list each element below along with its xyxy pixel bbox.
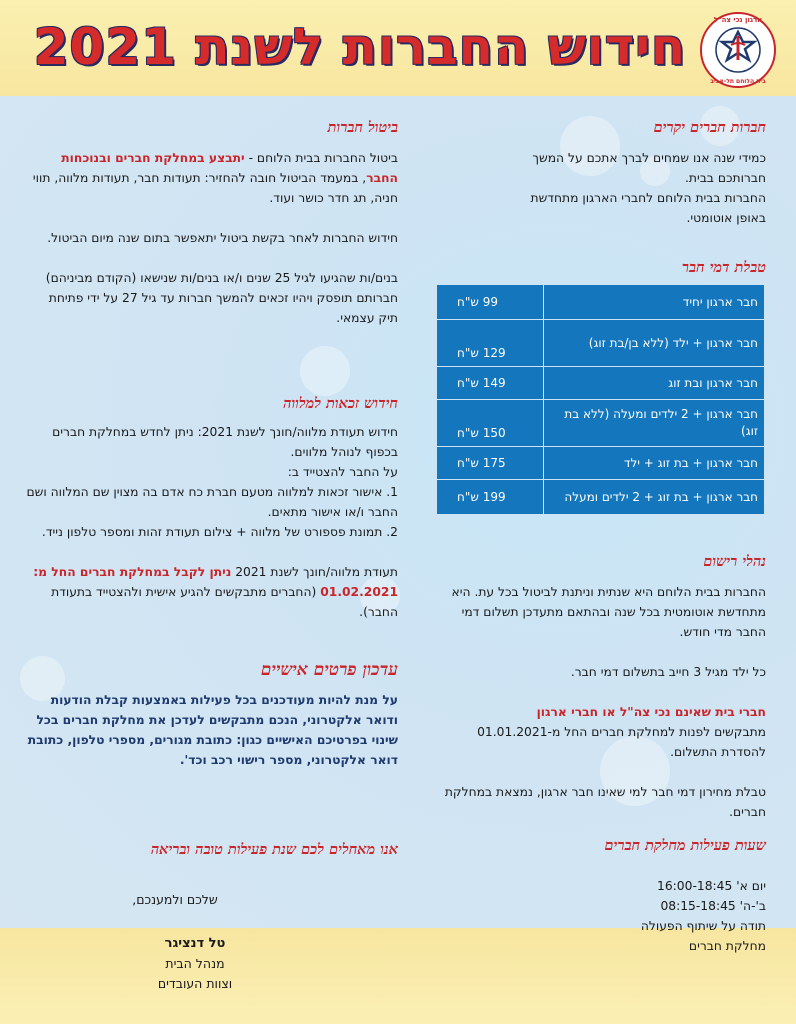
update-heading: עדכון פרטים אישיים: [260, 660, 398, 680]
fee-desc: חבר ארגון + בת זוג + ילד: [544, 447, 765, 480]
update-text: על מנת להיות מעודכנים בכל פעילות באמצעות קבלת הודעות ודואר אלקטרוני, הנכם מתבקשים לעדכן את מחלקת חברים בכל שינוי בפרטיכם האישיים כגון: כתובת מגורים, מספרי טלפון, כתובת דואר אלקטרוני, מספר רישוי רכב וכד'.: [27, 693, 398, 767]
fee-price: 129 ש"ח: [437, 320, 544, 367]
escort-p5-a: תעודת מלווה/חונך לשנת 2021: [231, 565, 398, 579]
escort-heading: חידוש זכאות למלווה: [283, 395, 398, 412]
signer-team: וצוות העובדים: [157, 976, 233, 991]
escort-p3: 1. אישור זכאות למלווה מטעם חברת כח אדם בה מצוין שם המלווה ושם החבר ו/או אישור מתאים.: [26, 485, 398, 519]
hours-section: [430, 836, 766, 956]
organization-logo: [700, 12, 776, 88]
fees-row: [437, 367, 765, 400]
dear-members-section: [430, 118, 766, 228]
dear-members-line: כמידי שנה אנו שמחים לברך אתכם על המשך: [532, 151, 766, 165]
fee-desc: חבר ארגון + ילד (ללא בן/בת זוג): [544, 320, 765, 367]
hours-line: תודה על שיתוף הפעולה: [640, 919, 766, 933]
registration-p3-highlight: חברי בית שאינם נכי צה"ל או חברי ארגון: [536, 705, 766, 719]
hours-heading: שעות פעילות מחלקת חברים: [604, 837, 766, 854]
registration-section: [430, 552, 766, 822]
signer-title: מנהל הבית: [165, 956, 225, 971]
hours-line: ב'-ה' 08:15-18:45: [660, 899, 766, 913]
cancel-p1-highlight: יתבצע במחלקת חברים ובנוכחות החבר: [61, 151, 398, 185]
fees-heading: טבלת דמי חבר: [681, 259, 766, 276]
fees-row: [437, 320, 765, 367]
fees-table: [436, 284, 765, 515]
dear-members-line: החברות בבית הלוחם לחברי הארגון מתחדשת: [530, 191, 766, 205]
fee-price: 99 ש"ח: [437, 285, 544, 320]
logo-top-text: ארגון נכי צה"ל: [713, 16, 763, 24]
cancel-heading: ביטול חברות: [327, 119, 398, 136]
cancel-p1-a: ביטול החברות בבית הלוחם -: [244, 151, 398, 165]
signer-name: טל דנציגר: [164, 936, 226, 951]
hours-line: מחלקת חברים: [688, 939, 766, 953]
escort-p1: חידוש תעודת מלווה/חונך לשנת 2021: ניתן לחדש במחלקת חברים בכפוף לנוהל מלווים.: [52, 425, 398, 459]
fees-row: [437, 480, 765, 515]
fee-price: 199 ש"ח: [437, 480, 544, 515]
fee-desc: חבר ארגון + 2 ילדים ומעלה (ללא בת זוג): [544, 400, 765, 447]
escort-section: [26, 394, 398, 622]
escort-p5-highlight: ניתן לקבל במחלקת חברים החל מ: 01.02.2021: [33, 565, 398, 599]
cancel-p2: חידוש החברות לאחר בקשת ביטול יתאפשר בתום שנה מיום הביטול.: [47, 231, 398, 245]
fee-desc: חבר ארגון ובת זוג: [544, 367, 765, 400]
fee-desc: חבר ארגון יחיד: [544, 285, 765, 320]
update-section: [26, 660, 398, 770]
regards-text: שלכם ולמענכם,: [132, 892, 218, 907]
dear-members-line: חברותכם בבית.: [684, 171, 766, 185]
logo-bottom-text: בית הלוחם תל-אביב: [710, 78, 766, 85]
fee-price: 150 ש"ח: [437, 400, 544, 447]
wish-section: [26, 840, 398, 860]
fee-desc: חבר ארגון + בת זוג + 2 ילדים ומעלה: [544, 480, 765, 515]
hours-line: יום א' 16:00-18:45: [657, 879, 766, 893]
escort-p5-b: (החברים מתבקשים להגיע אישית ולהצטייד בתעודת החבר).: [51, 585, 398, 619]
cancel-section: [26, 118, 398, 328]
registration-p3: מתבקשים לפנות למחלקת חברים החל מ-01.01.2021 להסדרת התשלום.: [477, 725, 766, 759]
fee-price: 175 ש"ח: [437, 447, 544, 480]
cancel-p1-b: , במעמד הביטול חובה להחזיר: תעודות חבר, תעודות מלווה, תווי חניה, תג חדר כושר ועוד.: [32, 171, 398, 205]
cancel-p3: בנים/ות שהגיעו לגיל 25 שנים ו/או בנים/ות שנישאו (הקודם מביניהם) חברותם תופסק ויהיו זכאים להמשך חברות עד גיל 27 על ידי פתיחת תיק עצמאי.: [45, 271, 398, 325]
registration-p1: החברות בבית הלוחם היא שנתית וניתנת לביטול בכל עת. היא מתחדשת אוטומטית בכל שנה ובהתאם מתעדכן תשלום דמי החבר מדי חודש.: [451, 585, 766, 639]
fees-row: [437, 447, 765, 480]
fee-price: 149 ש"ח: [437, 367, 544, 400]
dear-members-line: באופן אוטומטי.: [686, 211, 766, 225]
escort-p4: 2. תמונת פספורט של מלווה + צילום תעודת זהות ומספר טלפון נייד.: [41, 525, 398, 539]
wish-text: אנו מאחלים לכם שנת פעילות טובה ובריאה: [150, 841, 398, 858]
escort-p2: על החבר להצטייד ב:: [287, 465, 398, 479]
registration-p4: טבלת מחירון דמי חבר למי שאינו חבר ארגון, נמצאת במחלקת חברים.: [444, 785, 766, 819]
page-title: חידוש החברות לשנת 2021: [33, 18, 687, 76]
fees-heading-wrap: [430, 258, 766, 278]
signature-block: [130, 934, 260, 994]
fees-row: [437, 285, 765, 320]
registration-p2: כל ילד מגיל 3 חייב בתשלום דמי חבר.: [570, 665, 766, 679]
registration-heading: נהלי רישום: [703, 553, 766, 570]
dear-members-heading: חברות חברים יקרים: [653, 119, 766, 136]
fees-row: [437, 400, 765, 447]
